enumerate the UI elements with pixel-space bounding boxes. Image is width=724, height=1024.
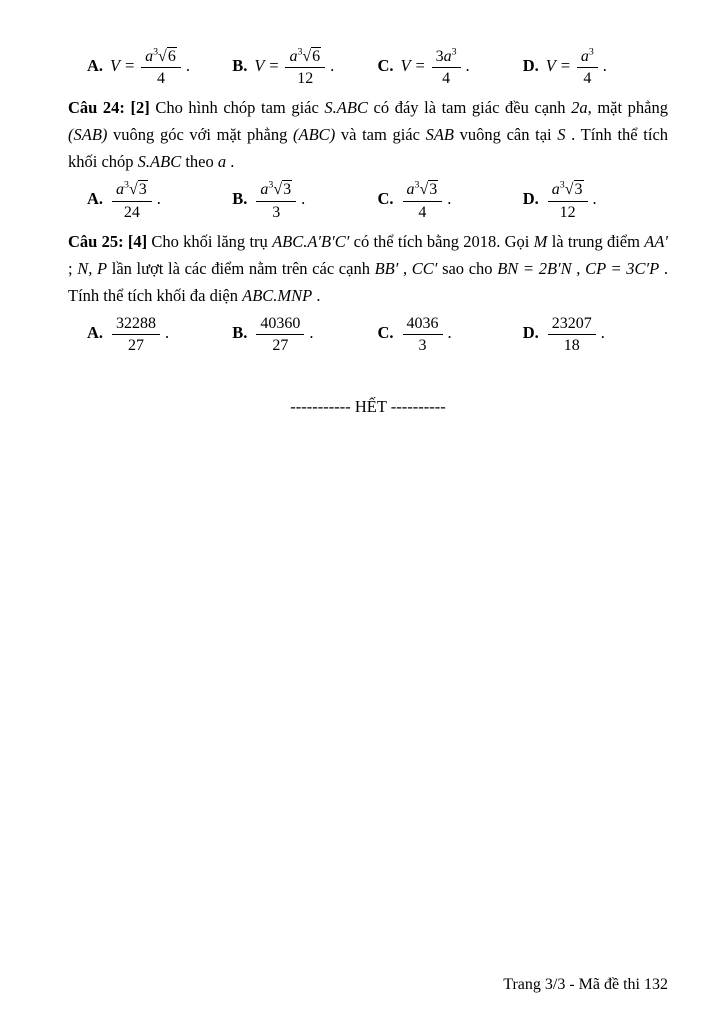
fraction [141, 47, 181, 88]
fraction [256, 314, 304, 355]
answer-option-b: B. V = $\frac{a^3√6}{12}$ . [232, 46, 335, 88]
fraction-denominator: 12 [559, 203, 576, 221]
formula-lhs: V = [110, 55, 136, 75]
fraction-numerator: $a^3√6$ [141, 47, 181, 68]
answer-option-c: C. V = $\frac{3a^3}{4}$ . [377, 46, 470, 88]
fraction-denominator: 18 [563, 336, 580, 354]
fraction-numerator: 23207 [548, 314, 596, 335]
fraction-denominator: 12 [297, 70, 314, 88]
fraction [548, 314, 596, 355]
fraction [285, 47, 325, 88]
fraction-numerator: 40360 [256, 314, 304, 335]
fraction [432, 47, 461, 88]
answer-row-q23 [68, 46, 668, 88]
fraction-denominator: 27 [272, 336, 289, 354]
option-label: B. [232, 189, 248, 209]
end-marker: ----------- HẾT ---------- [290, 397, 446, 417]
option-label: C. [377, 189, 394, 209]
fraction [403, 180, 443, 221]
fraction-denominator: 4 [156, 70, 165, 88]
answer-option-c: C. $\frac{a^3√3}{4}$ . [377, 180, 452, 221]
fraction-numerator: $a^3√3$ [112, 180, 152, 201]
answer-option-a: A. V = $\frac{a^3√6}{4}$ . [87, 46, 190, 88]
radical-icon: √ [273, 181, 283, 199]
fraction-numerator: $a^3√3$ [403, 180, 443, 201]
fraction-denominator: 3 [418, 336, 427, 354]
fraction-denominator: 27 [128, 336, 145, 354]
fraction [548, 180, 588, 221]
page-content [0, 0, 724, 420]
fraction-denominator: 3 [272, 203, 281, 221]
formula-lhs: V = [400, 55, 426, 75]
radical-icon: √ [564, 181, 574, 199]
question-24-text: Câu 24: [2] Cho hình chóp tam giác S.ABC có đáy là tam giác đều cạnh 2a, mặt phẳng (SAB) vuông góc với mặt phẳng (ABC) và tam giác SAB vuông cân tại S . Tính thể tích khối chóp S.ABC theo a . [68, 98, 669, 172]
fraction [256, 180, 296, 221]
formula-lhs: V = [254, 55, 280, 75]
option-label: D. [522, 55, 539, 75]
radical-icon: √ [158, 48, 167, 65]
fraction [112, 314, 160, 355]
question-25-text: Câu 25: [4] Cho khối lăng trụ ABC.A′B′C′ có thể tích bằng 2018. Gọi M là trung điểm AA′ ; N, P lần lượt là các điểm nằm trên các cạnh BB′ , CC′ sao cho BN = 2B′N , CP = 3C′P . Tính thể tích khối đa diện ABC.MNP . [68, 231, 669, 305]
fraction-numerator: $a^3$ [577, 47, 598, 68]
fraction-denominator: 4 [442, 70, 451, 88]
fraction-numerator: $3a^3$ [432, 47, 461, 68]
option-label: D. [522, 322, 539, 342]
fraction-numerator: $a^3√3$ [256, 180, 296, 201]
answer-option-a: A. $\frac{32288}{27}$ . [87, 314, 170, 354]
answer-row-q25 [68, 313, 668, 355]
radical-icon: √ [419, 181, 429, 199]
fraction-denominator: 24 [123, 203, 140, 221]
option-label: D. [522, 189, 539, 209]
answer-option-b: B. $\frac{40360}{27}$ . [232, 314, 314, 354]
option-label: B. [232, 55, 248, 75]
answer-option-a: A. $\frac{a^3√3}{24}$ . [87, 180, 161, 221]
fraction [577, 47, 598, 88]
answer-option-d: D. $\frac{a^3√3}{12}$ . [522, 180, 597, 221]
answer-option-d: D. $\frac{23207}{18}$ . [522, 314, 605, 354]
option-label: A. [87, 55, 104, 75]
answer-row-q24 [68, 179, 668, 221]
fraction-numerator: 4036 [403, 314, 443, 335]
option-label: C. [377, 322, 394, 342]
option-label: A. [87, 322, 104, 342]
formula-lhs: V = [545, 55, 571, 75]
answer-option-d: D. V = $\frac{a^3}{4}$ . [522, 46, 607, 88]
page-footer: Trang 3/3 - Mã đề thi 132 [503, 976, 668, 993]
answer-option-c: C. $\frac{4036}{3}$ . [377, 314, 452, 354]
fraction-numerator: $a^3√6$ [285, 47, 325, 68]
option-label: B. [232, 322, 248, 342]
fraction [403, 314, 443, 355]
answer-option-b: B. $\frac{a^3√3}{3}$ . [232, 180, 306, 221]
option-label: A. [87, 189, 104, 209]
fraction-numerator: 32288 [112, 314, 160, 335]
fraction-numerator: $a^3√3$ [548, 180, 588, 201]
fraction-denominator: 4 [583, 70, 592, 88]
option-label: C. [377, 55, 394, 75]
fraction-denominator: 4 [418, 203, 427, 221]
radical-icon: √ [129, 181, 138, 199]
fraction [112, 180, 152, 221]
radical-icon: √ [302, 48, 312, 65]
